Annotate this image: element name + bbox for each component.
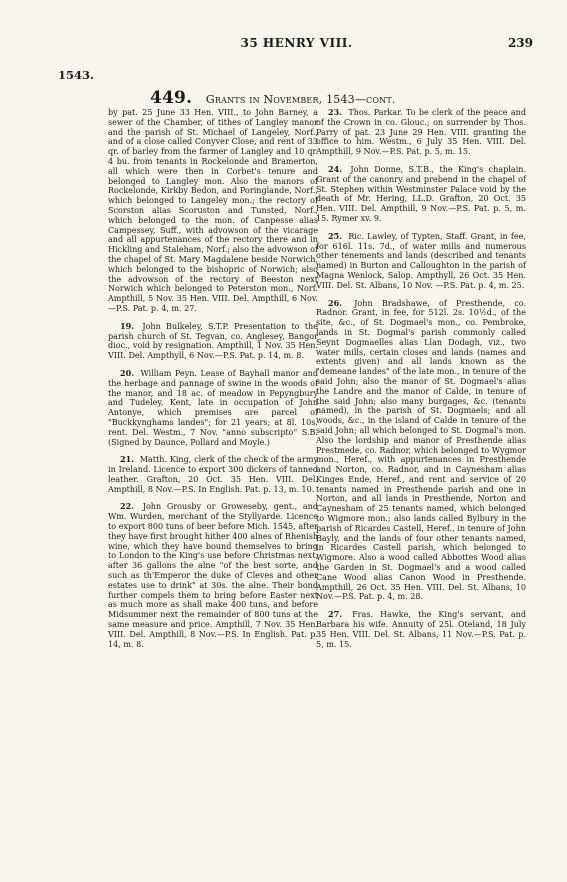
paragraph-text: John Donne, S.T.B., the King's chaplain. Grant of the canonry and prebend in the chapel of St. Stephen within Westminster Palace void by the death of Mr. Hering, LL.D. Grafton, 20 Oct. 35 Hen. VIII. Del. Ampthill, 9 Nov.—P.S. Pat. p. 5, m. 15. Rymer xv. 9. (316, 164, 527, 223)
paragraph-22 (108, 502, 318, 649)
item-number: 19. (120, 320, 134, 331)
item-number: 23. (328, 107, 342, 117)
paragraph-19 (108, 322, 318, 361)
paragraph-text: Matth. King, clerk of the check of the army in Ireland. Licence to export 300 dickers of tanned leather. Grafton, 20 Oct. 35 Hen. VIII. Del. Ampthill, 8 Nov.—P.S. In English. Pat. p. 13, m. 10. (108, 455, 318, 494)
entry-heading (150, 88, 530, 108)
paragraph-25 (316, 232, 526, 291)
entry-number: 449. (150, 88, 193, 108)
running-head: 35 HENRY VIII. (240, 36, 353, 50)
page-number: 239 (507, 36, 533, 50)
paragraph-24 (316, 165, 526, 224)
page-header (60, 36, 533, 60)
entry-title: Grants in November, 1543—cont. (205, 93, 396, 106)
paragraph-text: John Bulkeley, S.T.P. Presentation to the parish church of St. Tegvan, co. Anglesey, Bangor dioc., void by resignation. Ampthill, 1 Nov. 35 Hen. VIII. Del. Ampthyll, 6 Nov.—P.S. Pat. p. 14, m. 8. (108, 321, 318, 361)
paragraph-26 (316, 299, 526, 603)
item-number: 22. (120, 501, 134, 512)
paragraph-text: by pat. 25 June 33 Hen. VIII., to John Barney, a sewer of the Chamber, of tithes of Langley manor and the parish of St. Michael of Langeley, Norf., and of a close called Conyver Close, and rent of 33 qr. of barley from the farmer of Langley and 10 qr. 4 bu. from tenants in Rockelonde and Bramerton, all which were then in Corbet's tenure and belonged to Langley mon. Also the manors of Rockelonde, Kirkby Bedon, and Poringlande, Norf., which belonged to Langeley mon.; the rectory of Scorston alias Scoruston and Tunsted, Norf., which belonged to the mon. of Canpesse alias Campessey, Suff., with advowson of the vicarage and all appurtenances of the rectory there and in Hickling and Staleham, Norf.; also the advowson of the chapel of St. Mary Magdalene beside Norwich, which belonged to the bishopric of Norwich; also the advowson of the rectory of Beeston next Norwich which belonged to Peterston mon., Norf. Ampthill, 5 Nov. 35 Hen. VIII. Del. Ampthill, 6 Nov.—P.S. Pat. p. 4, m. 27. (108, 108, 318, 313)
paragraph-text: Thos. Parkar. To be clerk of the peace and of the Crown in co. Glouc.; on surrender by Thos. Parry of pat. 23 June 29 Hen. VIII. granting the office to him. Westm., 6 July 35 Hen. VIII. Del. Ampthill, 9 Nov.—P.S. Pat. p. 5, m. 15. (316, 108, 526, 157)
item-number: 20. (120, 367, 134, 378)
item-number: 27. (328, 609, 342, 620)
item-number: 21. (120, 454, 134, 465)
paragraph-27 (316, 610, 526, 649)
left-column (108, 108, 318, 657)
item-number: 26. (328, 297, 342, 308)
paragraph-text: John Bradshawe, of Presthende, co. Radnor. Grant, in fee, for 512l. 2s. 10½d., of the site, &c., of St. Dogmael's mon., co. Pembroke, lands in St. Dogmal's parish commonly called Seynt Dogmaelles alias Llan Dodagh, viz., two water mills, certain closes and lands (names and extents given) and all lands known as the "demeane landes" of the late mon., in tenure of the said John; also the manor of St. Dogmael's alias the Landre and the manor of Calde, in tenure of the said John; also many burgages, &c. (tenants named), in the parish of St. Dogmaels; and all woods, &c., in the island of Calde in tenure of the said John; all which belonged to St. Dogmal's mon. Also the lordship and manor of Presthende alias Prestmede, co. Radnor, which belonged to Wygmor mon., Heref., with appurtenances in Presthende and Norton, co. Radnor, and in Caynesham alias Kinges Ende, Heref., and rent and service of 20 tenants named in Presthende parish and one in Norton, and all lands in Presthende, Norton and Caynesham of 25 tenants named, which belonged to Wigmore mon.; also lands called Bylbury in the parish of Ricardes Castell, Heref., in tenure of John Bayly, and the lands of four other tenants named, in Ricardes Castell parish, which belonged to Wigmore. Also a wood called Abbottes Wood alias the Garden in St. Dogmael's and a wood called Cane Wood alias Canon Wood in Presthende. Ampthill, 26 Oct. 35 Hen. VIII. Del. St. Albans, 10 Nov.—P.S. Pat. p. 4, m. 28. (316, 298, 526, 602)
paragraph-text: John Grousby or Groweseby, gent., and Wm. Wurden, merchant of the Styllyarde. Licence to export 800 tuns of beer before Mich. 1545, after they have first brought hither 400 alnes of Rhenish wine, which they have bound themselves to bring to London to the King's use before Christmas next, after 36 gallons the alne "of the best sorte, and such as th'Emperor the duke of Cleves and other estates use to drink" at 30s. the alne. Their bond further compels them to bring before Easter next as much more as shall make 400 tuns, and before Midsummer next the remainder of 800 tuns at the same measure and price. Ampthill, 7 Nov. 35 Hen. VIII. Del. Ampthill, 8 Nov.—P.S. In English. Pat. p. 14, m. 8. (108, 502, 319, 649)
right-column (316, 108, 526, 657)
side-year: 1543. (58, 68, 95, 82)
paragraph-21 (108, 455, 318, 494)
paragraph-23 (316, 108, 526, 157)
paragraph-text: William Peyn. Lease of Bayhall manor and the herbage and pannage of swine in the woods of the manor, and 18 ac. of meadow in Pepyngbury and Tudeley, Kent, late in occupation of John Antonye, which premises are parcel of "Buckkynghams landes"; for 21 years; at 8l. 10s. rent. Del. Westm., 7 Nov. "anno subscripto" S.B. (Signed by Daunce, Pollard and Moyle.) (108, 368, 318, 447)
item-number: 25. (328, 230, 342, 241)
paragraph-continued (108, 108, 318, 314)
paragraph-text: Ric. Lawley, of Typten, Staff. Grant, in fee, for 616l. 11s. 7d., of water mills and numerous other tenements and lands (described and tenants named) in Burton and Calloughton in the parish of Magna Wenlock, Salop. Ampthyll, 26 Oct. 35 Hen. VIII. Del. St. Albans, 10 Nov. —P.S. Pat. p. 4, m. 25. (316, 231, 526, 290)
paragraph-text: Fras. Hawke, the King's servant, and Barbara his wife. Annuity of 25l. Oteland, 18 July 35 Hen. VIII. Del. St. Albans, 11 Nov.—P.S. Pat. p. 5, m. 15. (316, 610, 526, 649)
item-number: 24. (328, 163, 342, 174)
paragraph-20 (108, 369, 318, 447)
